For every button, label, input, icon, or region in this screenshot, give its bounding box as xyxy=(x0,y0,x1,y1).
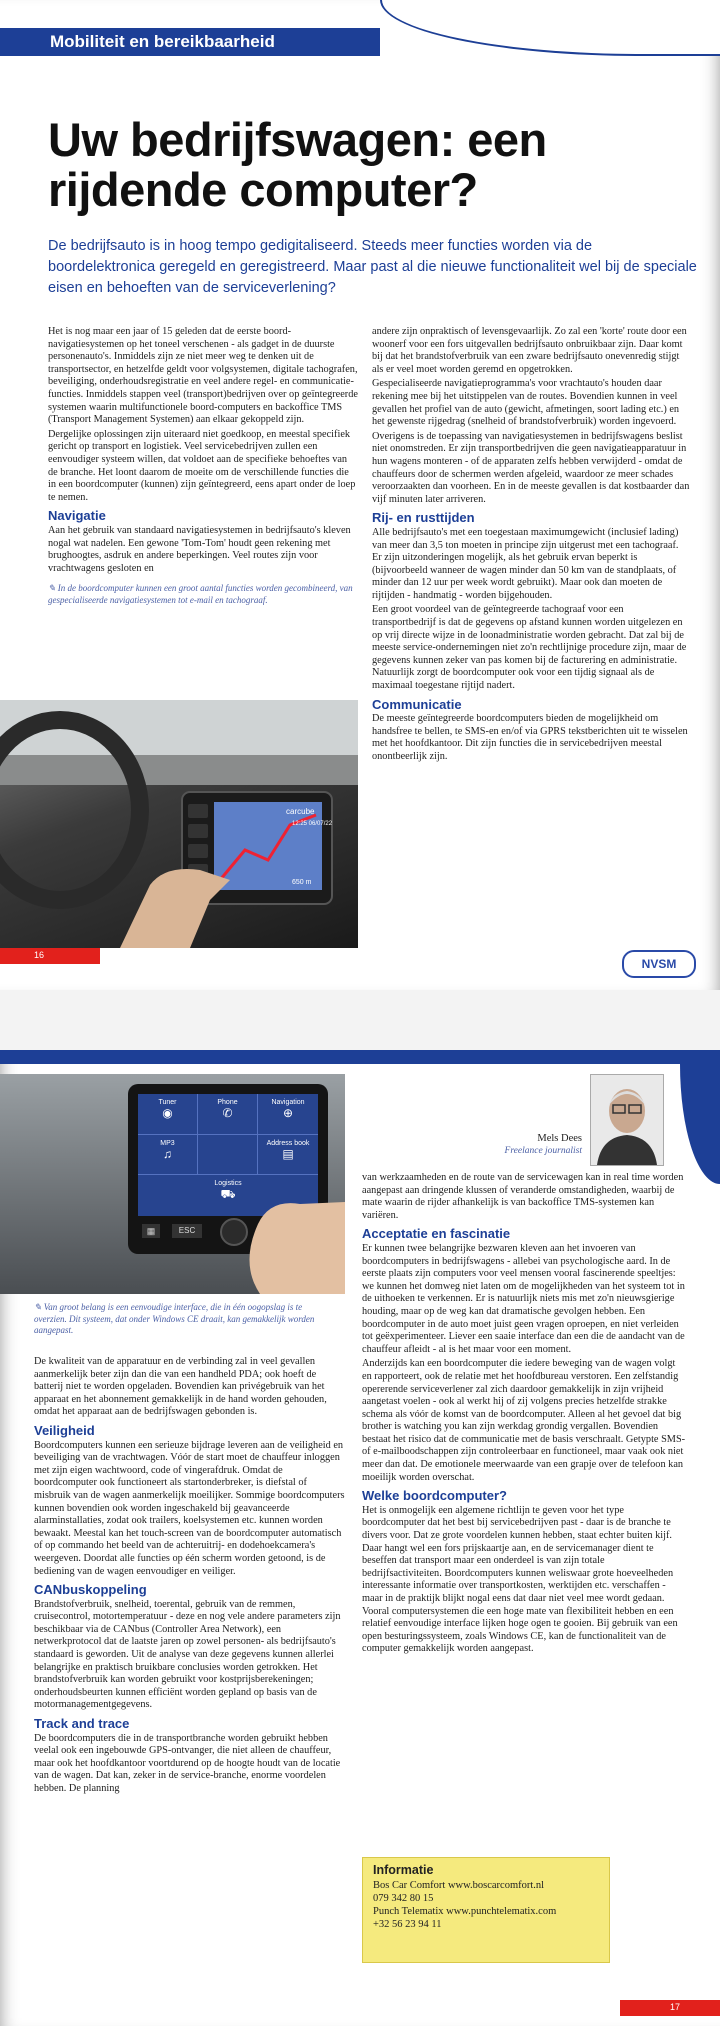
paragraph: De meeste geïntegreerde boordcomputers bieden de mogelijkheid om handsfree te bellen, te SMS-en en/of via GPRS tekstberichten uit te wisselen met het hoofdkantoor. Dit zijn functies die in servicebedrijven meestal onontbeerlijk zijn. xyxy=(372,713,688,762)
pencil-icon: ✎ xyxy=(48,583,58,594)
screen-time: 12:25 06/07/22 xyxy=(292,821,333,827)
hand-illustration xyxy=(0,1074,345,1294)
page-number-bar xyxy=(620,2000,720,2016)
article-title: Uw bedrijfswagen: een rijdende computer? xyxy=(48,113,547,216)
magazine-page-17 xyxy=(0,1050,720,2026)
heading-veiligheid: Veiligheid xyxy=(34,1422,95,1438)
info-line: 079 342 80 15 xyxy=(373,1893,434,1904)
paragraph: Alle bedrijfsauto's met een toegestaan maximumgewicht (inclusief lading) van meer dan 3,5 ton moeten in principe zijn uitgerust met een tachograaf. Er zijn uitzonderingen mogelijk, als het gebruik ervan beperkt is (bijvoorbeeld wanneer de wagen minder dan 50 km van de standplaats, of minder dan 12 uur per week wordt gebruikt). Maar ook dan moeten de rijtijden - handmatig - worden bijgehouden. xyxy=(372,526,679,601)
paragraph: Dergelijke oplossingen zijn uiteraard niet goedkoop, en meestal specifiek gericht op transport en logistiek. Veel servicebedrijven zullen een eenvoudiger systeem willen, dat voldoet aan de specifieke behoeftes van de branche. Het loont daarom de moeite om de verschillende functies die in een boordcomputer (kunnen) zijn geïntegreerd, eens apart onder de loep te nemen. xyxy=(48,428,356,503)
right-column xyxy=(372,326,690,766)
info-line[interactable]: Bos Car Comfort www.boscarcomfort.nl xyxy=(373,1880,545,1891)
page-number: 17 xyxy=(670,2002,681,2012)
author-role: Freelance journalist xyxy=(504,1146,582,1156)
paragraph: Het is onmogelijk een algemene richtlijn te geven voor het type boordcomputer dat het best bij servicebedrijven past - daar is de branche te divers voor. Dat ze grote voordelen kunnen hebben, staat echter buiten kijf. Daar hangt wel een fors prijskaartje aan, en de servicemanager dient te beseffen dat transport maar een onderdeel is van zijn totale bedrijfsactiviteiten. Boordcomputers kunnen weliswaar grote hoeveelheden interessante informatie over transportkosten, werktijden etc. verschaffen - maar in de praktijk blijkt nogal eens dat daar niet veel mee wordt gedaan. Vooral computersystemen die een hoge mate van flexibiliteit hebben en een relatief eenvoudige interface lijken hoge ogen te gooien. Bij gebruik van een open besturingssysteem, zoals Windows CE, kan de functionaliteit van de computer gemakkelijk worden aangepast. xyxy=(362,1504,678,1655)
left-column xyxy=(48,326,358,608)
heading-canbuskoppeling: CANbuskoppeling xyxy=(34,1582,147,1598)
face xyxy=(609,1089,645,1133)
device-button xyxy=(188,824,208,838)
section-title: Mobiliteit en bereikbaarheid xyxy=(42,28,380,56)
menu-mp3-label: MP3 xyxy=(160,1139,175,1147)
compass-icon: ⊕ xyxy=(282,1106,294,1120)
photo-touchscreen xyxy=(0,1074,345,1294)
paragraph: Boordcomputers kunnen een serieuze bijdrage leveren aan de veiligheid en beveiliging van de vrachtwagen. Vóór de start moet de chauffeur inloggen met zijn eigen wachtwoord, code of vingerafdruk. Omdat de boordcomputer ook functioneert als startonderbreker, is diefstal of misbruik van de wagen aanmerkelijk moeilijker. Sommige boordcomputers kunnen bovendien ook worden ingeschakeld bij geavanceerde alarminstallaties, zodat ook trailers, koelsystemen etc. kunnen worden bewaakt. Meestal kan het touch-screen van de boordcomputer automatisch of op commando het beeld van de achteruitrij- en dodehoekcamera's weergeven. Doordat alle functies op één scherm worden getoond, is de bediening van de wagen eenvoudiger en veiliger. xyxy=(34,1439,345,1577)
header-bar-left xyxy=(0,28,42,56)
screen-brand: carcube xyxy=(286,807,315,816)
photo-caption xyxy=(34,1302,334,1337)
author-portrait xyxy=(591,1075,663,1165)
screen-distance: 650 m xyxy=(292,879,312,886)
device-button xyxy=(188,844,208,858)
hand xyxy=(249,1202,345,1294)
info-line: +32 56 23 94 11 xyxy=(373,1919,442,1930)
menu-phone-label: Phone xyxy=(217,1099,238,1106)
info-box xyxy=(362,1857,610,1963)
header-curve-mask xyxy=(382,0,720,54)
heading-welke-boordcomputer: Welke boordcomputer? xyxy=(362,1488,507,1504)
nvsm-logo: NVSM xyxy=(622,950,696,978)
music-icon: ♫ xyxy=(163,1146,172,1161)
paragraph: van werkzaamheden en de route van de servicewagen kan in real time worden aangepast aan dringende klussen of veranderde omstandigheden, waarbij de mate waarin de rijder afhankelijk is van backoffice TMS-systemen kan variëren. xyxy=(362,1172,684,1221)
paragraph: andere zijn onpraktisch of levensgevaarlijk. Zo zal een 'korte' route door een woonerf voor een fors uitgevallen bedrijfsauto onbruikbaar zijn. Daar komt bij dat het brandstofverbruik van een zware bedrijfsauto onevenredig stijgt als er veel moet worden geremd en opgetrokken. xyxy=(372,326,687,375)
paragraph: De kwaliteit van de apparatuur en de verbinding zal in veel gevallen aanmerkelijk beter zijn dan die van een handheld PDA; ook hoeft de batterij niet te worden opgeladen. Bovendien kan privégebruik van het apparaat en het abonnement gemakkelijk in de hand worden gehouden, omdat het apparaat aan de bedrijfswagen gebonden is. xyxy=(34,1356,327,1418)
paragraph: Gespecialiseerde navigatieprogramma's voor vrachtauto's houden daar rekening mee bij het uitstippelen van de routes. Bovendien kunnen in veel gevallen het profiel van de auto (gewicht, afmetingen, soort lading etc.) en het gewenste rijgedrag (snelheid of brandstofverbruik) worden ingevoerd. xyxy=(372,378,680,428)
pencil-icon: ✎ xyxy=(34,1302,44,1312)
paragraph: Er kunnen twee belangrijke bezwaren kleven aan het invoeren van boordcomputers in bedrijfswagens - allebei van psychologische aard. In de eerste plaats zijn computers voor veel mensen vooral fascinerende speeltjes: we kunnen het domweg niet laten om de mogelijkheden van het systeem tot in de uithoeken te verkennen. Er is natuurlijk niets mis met zo'n nieuwsgierige houding, maar op de weg kan dat dramatische gevolgen hebben. Een boordcomputer in de auto moet juist geen vragen oproepen, en niet verleiden tot geëxperimenteer. Liever een saaie interface dan een die de aandacht van de chauffeur afleidt - al is het maar voor een moment. xyxy=(362,1242,685,1355)
photo-caption-text: In de boordcomputer kunnen een groot aantal functies worden gecombineerd, van gespecialiseerde navigatiesystemen tot e-mail en tachograaf. xyxy=(48,583,353,605)
dashboard-top xyxy=(0,755,358,785)
paragraph: Brandstofverbruik, snelheid, toerental, gebruik van de remmen, cruisecontrol, motortemperatuur - deze en nog vele andere parameters zijn beschikbaar via de CANbus (Controller Area Network), een netwerkprotocol dat de laatste jaren op zowel personen- als bedrijfsauto's standaard is geworden. Uit de analyse van deze gegevens kunnen allerlei belangrijke en praktisch bruikbare conclusies worden getrokken. Het brandstofverbruik kan worden gebruikt voor kostprijsberekeningen; onderhoudsbeurten kunnen efficiënt worden gepland op basis van de motormanagementgegevens. xyxy=(34,1598,341,1711)
heading-navigatie: Navigatie xyxy=(48,508,106,524)
left-column xyxy=(34,1356,346,1798)
photo-caption-text: Van groot belang is een eenvoudige interface, die in één oogopslag is te overzien. Dit systeem, dat onder Windows CE draait, kan gemakkelijk worden aangepast. xyxy=(34,1302,315,1335)
paragraph: Het is nog maar een jaar of 15 geleden dat de eerste boord-navigatiesystemen op het toneel verschenen - als gadget in de duurste personenauto's. Inmiddels zijn ze niet meer weg te denken uit de transportsector, en hetzelfde geldt voor volgsystemen, digitale tachografen, beveiliging, onderhoudsregistratie en veel andere regel- en communicatie-functies. Inmiddels stappen veel (transport)bedrijven over op geïntegreerde systemen waarin multifunctionele boord-computers en backoffice TMS (Transport Management Systemen) aan elkaar gekoppeld zijn. xyxy=(48,326,358,426)
menu-address-book-label: Address book xyxy=(266,1139,310,1147)
paragraph: Anderzijds kan een boordcomputer die iedere beweging van de wagen volgt en rapporteert, ook de relatie met het hoofdbureau verstoren. Een zelfstandig opererende serviceverlener zal zich daardoor gemakkelijk in zijn vrijheid aangetast voelen - ook al werkt hij of zij volgens precies hetzelfde strakke schema als vóór de komst van de boordcomputer. Alleen al het gevoel dat big brother is watching you kan zijn werkdag grondig vergallen. Bovendien bestaat het risico dat de communicatie met de basis verschraalt. Getypte SMS- of e-mailboodschappen zijn controleerbaar en functioneel, maar vaak ook niet meer dan dat. De emotionele meerwaarde van een grapje over de telefoon kan moeilijk worden overschat. xyxy=(362,1358,686,1483)
book-icon: ▤ xyxy=(282,1146,294,1161)
paragraph: Aan het gebruik van standaard navigatiesystemen in bedrijfsauto's kleven nogal wat nadelen. Een gewone 'Tom-Tom' houdt geen rekening met brughoogtes, asdruk en andere beperkingen. Veel routes zijn voor vrachtwagens gesloten en xyxy=(48,524,351,574)
heading-rij-rusttijden: Rij- en rusttijden xyxy=(372,510,475,526)
heading-track-and-trace: Track and trace xyxy=(34,1716,130,1732)
phone-icon: ✆ xyxy=(222,1106,233,1120)
menu-logistics-label: Logistics xyxy=(214,1180,242,1188)
author-byline xyxy=(480,1132,582,1158)
photo-caption xyxy=(48,583,358,606)
article-lead: De bedrijfsauto is in hoog tempo gedigitaliseerd. Steeds meer functies worden via de boordelektronica geregeld en geregistreerd. Maar past al die nieuwe functionaliteit wel bij de speciale eisen en behoeften van de serviceverlening? xyxy=(48,238,697,296)
menu-navigation-label: Navigation xyxy=(271,1099,305,1106)
info-line[interactable]: Punch Telematix www.punchtelematix.com xyxy=(373,1906,557,1917)
magazine-page-16 xyxy=(0,0,720,990)
info-heading: Informatie xyxy=(373,1863,434,1877)
hand xyxy=(120,869,230,948)
paragraph: De boordcomputers die in de transportbranche worden gebruikt hebben veelal ook een ingebouwde GPS-ontvanger, die niet alleen de chauffeur, maar ook het hoofdkantoor voortdurend op de hoogte houdt van de locatie van de wagen. Dat kan, zeker in de service-branche, enorme voordelen hebben. De planning xyxy=(34,1732,341,1794)
right-column xyxy=(362,1172,686,1658)
paragraph: Overigens is de toepassing van navigatiesystemen in bedrijfswagens beslist niet onomstreden. Er zijn transportbedrijven die geen navigatieapparatuur in hun wagens monteren - of de apparaten zelfs hebben verwijderd - omdat de chauffeurs door de schermen werden afgeleid, waardoor ze meer schades veroorzaakten dan voorheen. En in de meeste gevallen is dat kostbaarder dan vijf minuten later arriveren. xyxy=(372,430,690,505)
heading-communicatie: Communicatie xyxy=(372,696,462,712)
page-number-bar xyxy=(0,948,100,964)
menu-tuner-label: Tuner xyxy=(158,1099,177,1106)
photo-truck-cabin xyxy=(0,700,358,948)
paragraph: Een groot voordeel van de geïntegreerde tachograaf voor een transportbedrijf is dat de gegevens op afstand kunnen worden uitgelezen en op vrij directe wijze in de loonadministratie worden gebracht. Dat zal bij de meeste service-ondernemingen niet zo'n rechtlijnige procedure zijn, maar de gegevens kunnen zeker van pas komen bij de facturering en administratie. Natuurlijk zorgt de boordcomputer ook voor een tijdig signaal als de maximaal toegestane rijtijd nadert. xyxy=(372,604,687,692)
page-number: 16 xyxy=(34,950,45,960)
heading-acceptatie: Acceptatie en fascinatie xyxy=(362,1226,511,1242)
corner-swoosh xyxy=(680,1064,720,1184)
radio-icon: ◉ xyxy=(162,1106,173,1120)
author-name: Mels Dees xyxy=(537,1133,582,1144)
truck-icon: ⛟ xyxy=(220,1187,236,1202)
author-photo xyxy=(590,1074,664,1166)
device-button xyxy=(188,804,208,818)
esc-button[interactable]: ESC xyxy=(172,1224,202,1238)
photo-illustration xyxy=(0,700,358,948)
top-bar xyxy=(0,1050,720,1064)
grid-button-icon[interactable]: ▦ xyxy=(142,1224,160,1238)
